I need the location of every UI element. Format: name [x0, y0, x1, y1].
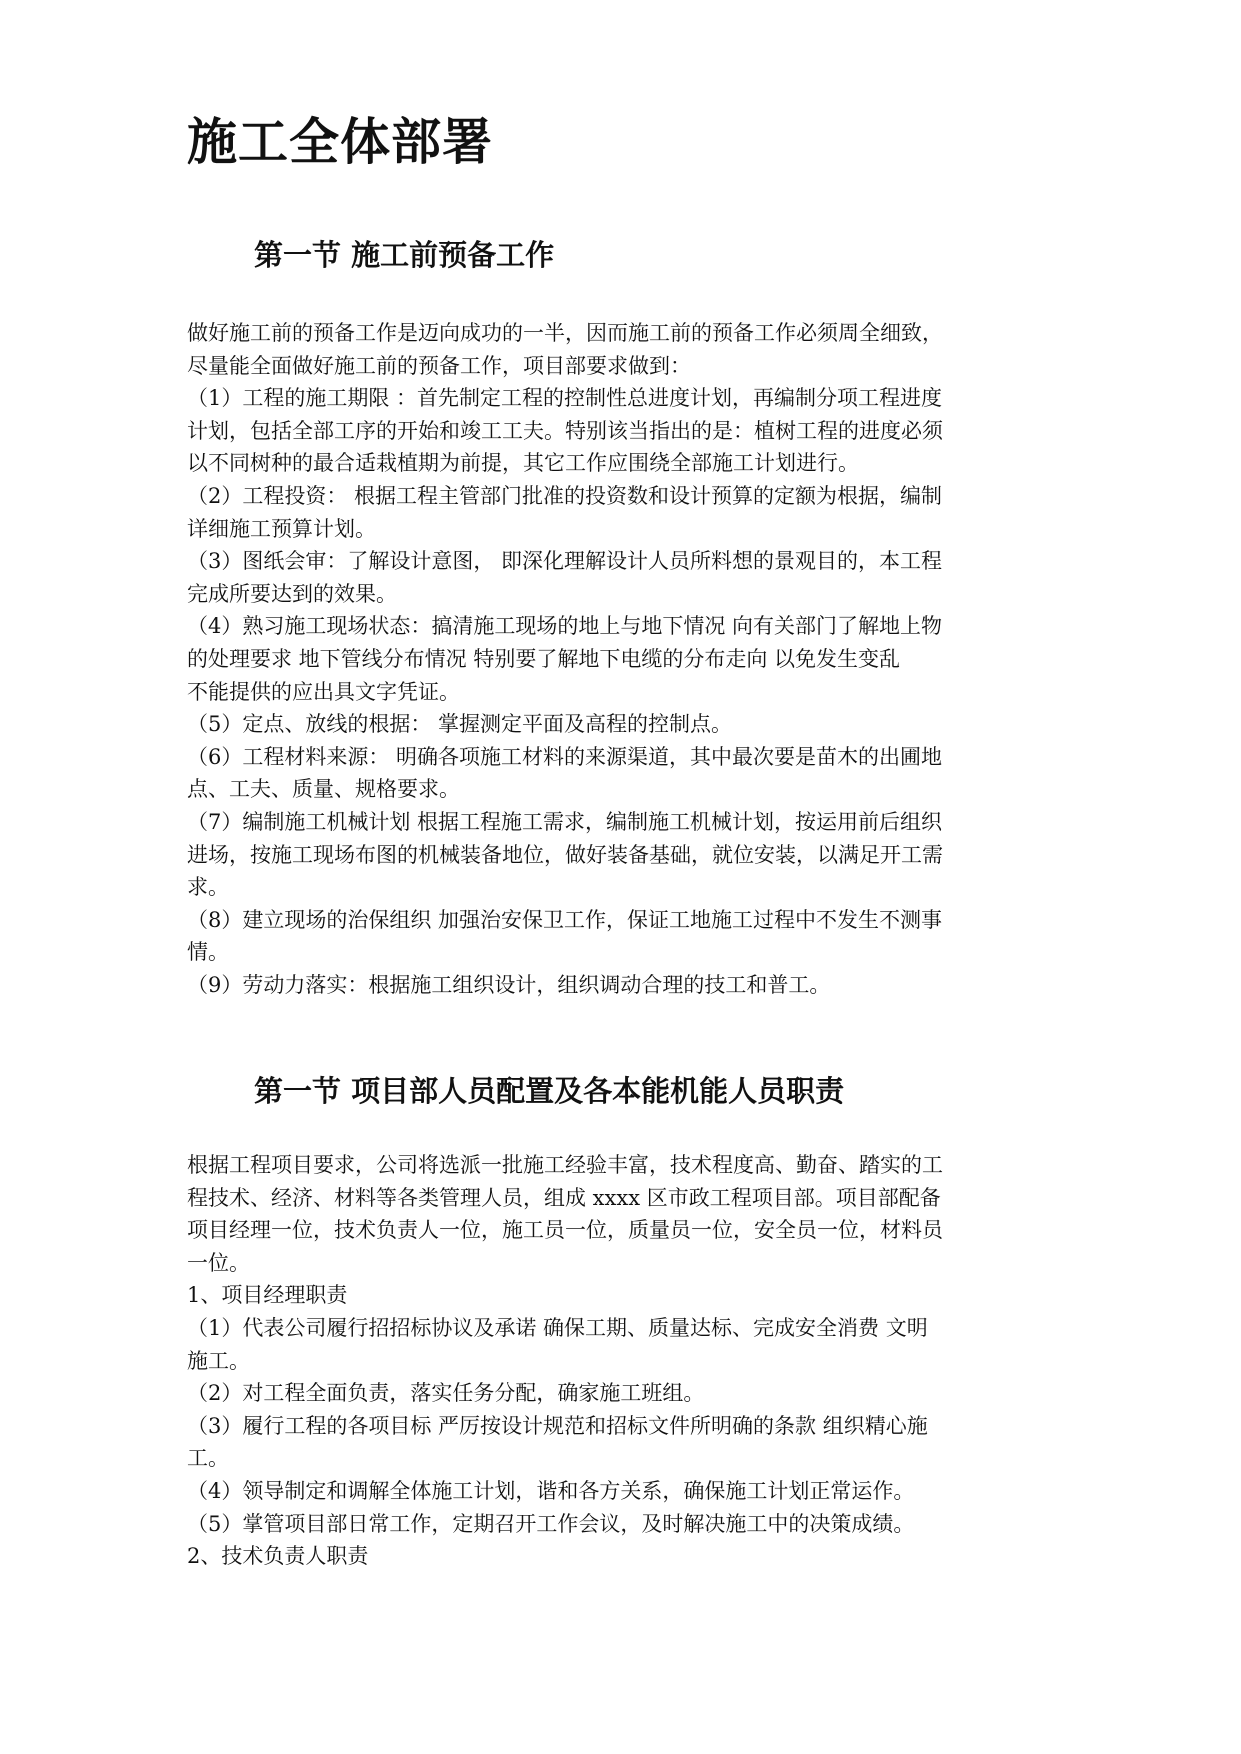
text-line: 项目经理一位，技术负责人一位，施工员一位，质量员一位，安全员一位，材料员 [187, 1218, 943, 1243]
text-line: 的处理要求 地下管线分布情况 特别要了解地下电缆的分布走向 以免发生变乱 [187, 646, 901, 671]
text-line: （6）工程材料来源： 明确各项施工材料的来源渠道，其中最次要是苗木的出圃地 [187, 744, 943, 769]
section-heading-preparation: 第一节 施工前预备工作 [254, 238, 555, 272]
text-line: （5）掌管项目部日常工作，定期召开工作会议，及时解决施工中的决策成绩。 [187, 1511, 915, 1536]
text-line: 尽量能全面做好施工前的预备工作，项目部要求做到： [187, 353, 691, 378]
text-line: 做好施工前的预备工作是迈向成功的一半，因而施工前的预备工作必须周全细致， [187, 321, 943, 345]
text-line: 施工。 [187, 1348, 250, 1373]
text-line: 一位。 [187, 1250, 250, 1275]
text-line: （3）履行工程的各项目标 严厉按设计规范和招标文件所明确的条款 组织精心施 [187, 1413, 928, 1438]
section-heading-staffing: 第一节 项目部人员配置及各本能机能人员职责 [254, 1074, 845, 1108]
text-line: （1）代表公司履行招招标协议及承诺 确保工期、质量达标、完成安全消费 文明 [187, 1315, 928, 1340]
text-line: 点、工夫、质量、规格要求。 [187, 777, 460, 802]
text-line: （5）定点、放线的根据： 掌握测定平面及高程的控制点。 [187, 712, 733, 737]
text-line: 工。 [187, 1446, 229, 1471]
text-line: （9）劳动力落实：根据施工组织设计，组织调动合理的技工和普工。 [187, 972, 831, 997]
text-line: 计划，包括全部工序的开始和竣工工夫。特别该当指出的是：植树工程的进度必须 [187, 418, 943, 443]
text-line: 程技术、经济、材料等各类管理人员，组成 xxxx 区市政工程项目部。项目部配备 [187, 1185, 941, 1210]
text-line: 求。 [187, 875, 229, 900]
text-line: （7）编制施工机械计划 根据工程施工需求，编制施工机械计划，按运用前后组织 [187, 809, 943, 834]
text-line: 以不同树种的最合适栽植期为前提，其它工作应围绕全部施工计划进行。 [187, 451, 859, 476]
section-body-preparation [187, 317, 1087, 1001]
text-line: 根据工程项目要求，公司将选派一批施工经验丰富，技术程度高、勤奋、踏实的工 [187, 1153, 943, 1177]
text-line: 进场，按施工现场布图的机械装备地位，做好装备基础，就位安装，以满足开工需 [187, 842, 943, 867]
text-line: 1、项目经理职责 [187, 1283, 348, 1308]
document-title: 施工全体部署 [187, 112, 493, 171]
section-body-staffing [187, 1149, 1087, 1573]
text-line: 详细施工预算计划。 [187, 516, 376, 541]
text-line: 完成所要达到的效果。 [187, 581, 397, 606]
text-line: 情。 [187, 940, 229, 965]
text-line: （8）建立现场的治保组织 加强治安保卫工作，保证工地施工过程中不发生不测事 [187, 907, 943, 932]
text-line: （4）熟习施工现场状态：搞清施工现场的地上与地下情况 向有关部门了解地上物 [187, 614, 943, 639]
text-line: （4）领导制定和调解全体施工计划，谐和各方关系，确保施工计划正常运作。 [187, 1478, 915, 1503]
text-line: （3）图纸会审：了解设计意图， 即深化理解设计人员所料想的景观目的，本工程 [187, 549, 943, 574]
text-line: 不能提供的应出具文字凭证。 [187, 679, 460, 704]
text-line: 2、技术负责人职责 [187, 1544, 369, 1569]
text-line: （2）对工程全面负责，落实任务分配，确家施工班组。 [187, 1381, 705, 1406]
text-line: （2）工程投资： 根据工程主管部门批准的投资数和设计预算的定额为根据，编制 [187, 483, 943, 508]
text-line: （1）工程的施工期限 ：首先制定工程的控制性总进度计划，再编制分项工程进度 [187, 386, 943, 411]
